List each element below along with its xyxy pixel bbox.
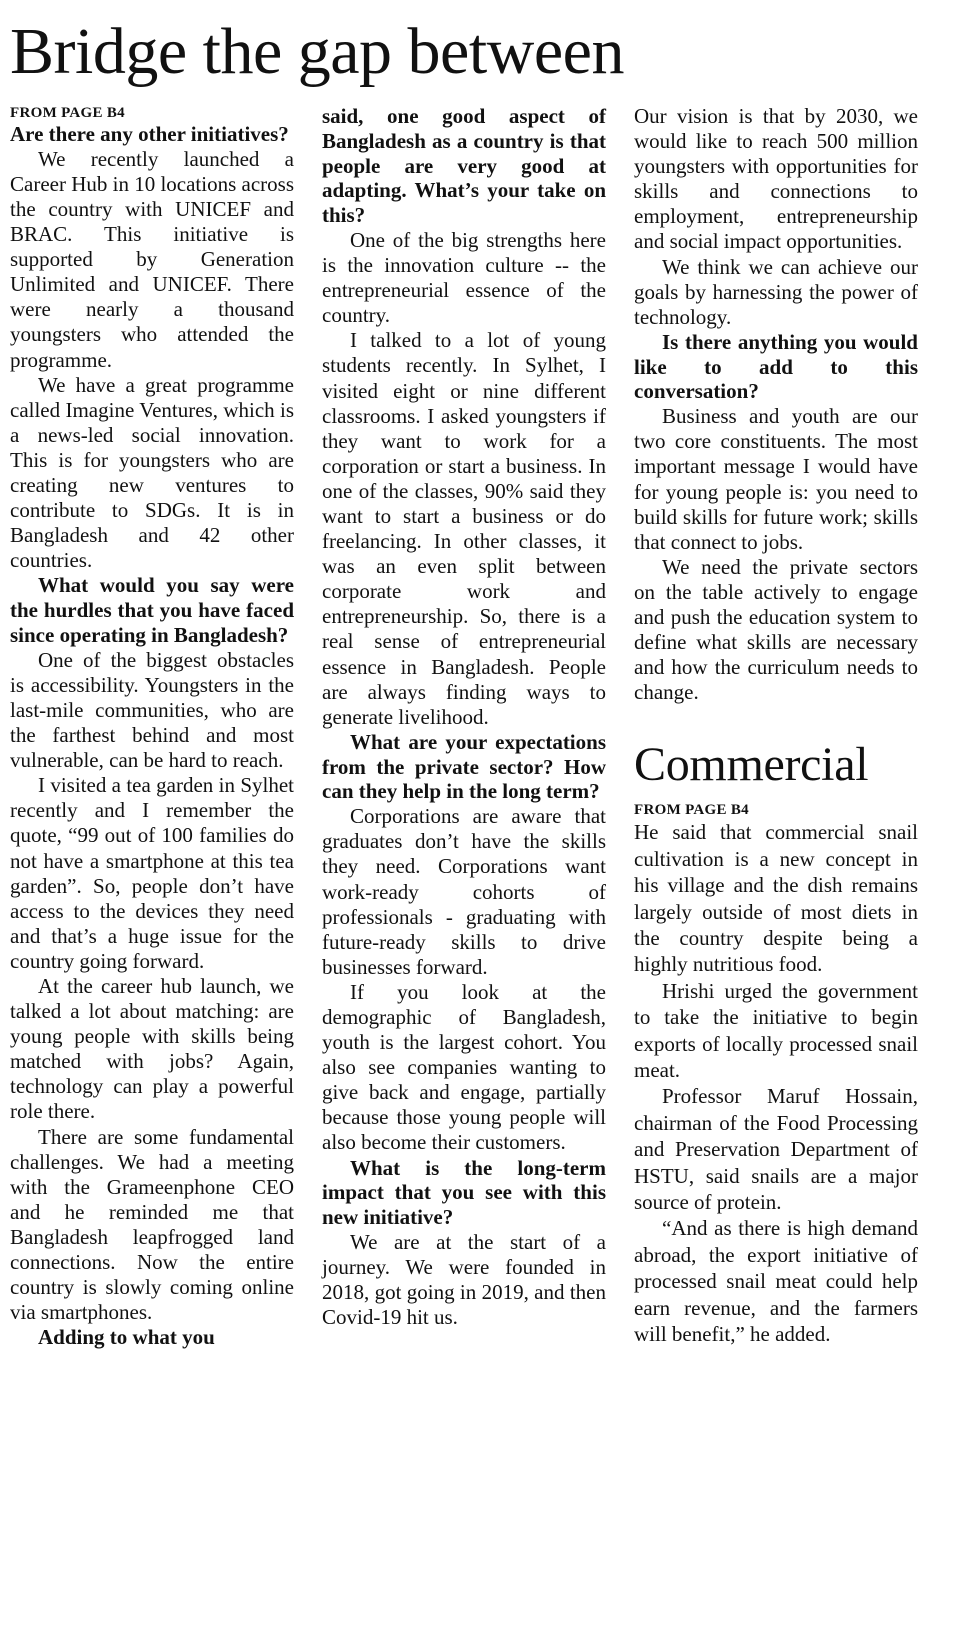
continued-from-label: FROM PAGE B4 xyxy=(10,105,125,121)
article-column-2 xyxy=(322,104,606,1330)
commercial-headline: Commercial xyxy=(634,738,869,792)
body-paragraph: Business and youth are our two core constituents. The most important message I would have for young people is: you need to build skills for future work; skills that connect to jobs. xyxy=(634,404,918,554)
interview-question: Is there anything you would like to add to this conversation? xyxy=(634,329,918,404)
body-paragraph: One of the big strengths here is the innovation culture -- the entrepreneurial essence of the country. xyxy=(322,227,606,328)
body-paragraph: There are some fundamental challenges. We had a meeting with the Grameenphone CEO and he reminded me that Bangladesh leapfrogged land connections. Now the entire country is slowly coming online via smartphones. xyxy=(10,1124,294,1325)
interview-question: What would you say were the hurdles that you have faced since operating in Bangladesh? xyxy=(10,573,294,647)
body-paragraph: I visited a tea garden in Sylhet recently and I remember the quote, “99 out of 100 families do not have a smartphone at this tea garden”. So, people don’t have access to the devices they need and that’s a huge issue for the country going forward. xyxy=(10,773,294,973)
interview-question: What are your expectations from the private sector? How can they help in the long term? xyxy=(322,729,606,804)
body-paragraph: We have a great programme called Imagine Ventures, which is a news-led social innovation. This is for youngsters who are creating new ventures to contribute to SDGs. It is in Bangladesh and 42 other countries. xyxy=(10,372,294,573)
body-paragraph: We are at the start of a journey. We were founded in 2018, got going in 2019, and then Covid-19 hit us. xyxy=(322,1229,606,1330)
body-paragraph: He said that commercial snail cultivation is a new concept in his village and the dish remains largely outside of most diets in the country despite being a highly nutritious food. xyxy=(634,820,918,977)
body-paragraph: Our vision is that by 2030, we would like to reach 500 million youngsters with opportunities for skills and connections to employment, entrepreneurship and social impact opportunities. xyxy=(634,104,918,254)
body-paragraph: Professor Maruf Hossain, chairman of the Food Processing and Preservation Department of HSTU, said snails are a major source of protein. xyxy=(634,1084,918,1215)
body-paragraph: We recently launched a Career Hub in 10 locations across the country with UNICEF and BRAC. This initiative is supported by Generation Unlimited and UNICEF. There were nearly a thousand youngsters who attended the programme. xyxy=(10,146,295,372)
article-column-1 xyxy=(10,104,294,1350)
interview-question: Adding to what you xyxy=(38,1325,215,1350)
continued-from-label: FROM PAGE B4 xyxy=(634,802,749,819)
body-paragraph: I talked to a lot of young students recently. In Sylhet, I visited eight or nine different classrooms. I asked youngsters if they want to work for a corporation or start a business. In one of the classes, 90% said they want to start a business or do freelancing. In other classes, it was an even split between corporate work and entrepreneurship. So, there is a real sense of entrepreneurial essence in Bangladesh. People are always finding ways to generate livelihood. xyxy=(322,328,606,729)
body-paragraph: We need the private sectors on the table actively to engage and push the education system to define what skills are necessary and how the curriculum needs to change. xyxy=(634,554,918,705)
article-column-3 xyxy=(634,104,918,1347)
body-paragraph: One of the biggest obstacles is accessibility. Youngsters in the last-mile communities, who are the farthest behind and most vulnerable, can be hard to reach. xyxy=(10,647,294,773)
interview-question: said, one good aspect of Bangladesh as a country is that people are very good at adapting. What’s your take on this? xyxy=(322,104,606,228)
interview-question: Are there any other initiatives? xyxy=(10,122,289,146)
body-paragraph: “And as there is high demand abroad, the export initiative of processed snail meat could help earn revenue, and the farmers will benefit,” he added. xyxy=(634,1216,918,1347)
body-paragraph: We think we can achieve our goals by harnessing the power of technology. xyxy=(634,254,918,329)
article-headline: Bridge the gap between xyxy=(10,15,624,88)
body-paragraph: At the career hub launch, we talked a lot about matching: are young people with skills being matched with jobs? Again, technology can play a powerful role there. xyxy=(10,974,294,1124)
body-paragraph: If you look at the demographic of Bangladesh, youth is the largest cohort. You also see companies wanting to give back and engage, partially because those young people will also become their customers. xyxy=(322,979,606,1155)
body-paragraph: Corporations are aware that graduates don’t have the skills they need. Corporations want work-ready cohorts of professionals - graduating with future-ready skills to drive businesses forward. xyxy=(322,804,606,979)
interview-question: What is the long-term impact that you see with this new initiative? xyxy=(322,1155,606,1230)
body-paragraph: Hrishi urged the government to take the initiative to begin exports of locally processed snail meat. xyxy=(634,978,918,1083)
